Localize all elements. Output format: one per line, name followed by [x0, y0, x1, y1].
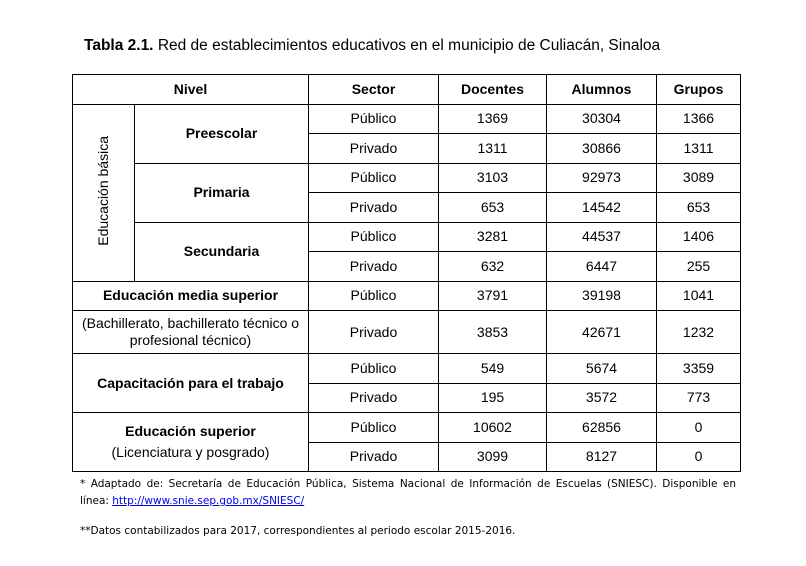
caption-text: Red de establecimientos educativos en el municipio de Culiacán, Sinaloa — [157, 37, 661, 54]
table-row — [73, 354, 741, 384]
sector-cell: Público — [309, 222, 439, 252]
docentes-cell: 1311 — [439, 134, 547, 164]
docentes-cell: 3791 — [439, 281, 547, 311]
header-nivel: Nivel — [73, 75, 309, 105]
docentes-cell: 3853 — [439, 311, 547, 354]
alumnos-cell: 39198 — [547, 281, 657, 311]
grupos-cell: 773 — [657, 383, 741, 413]
header-sector: Sector — [309, 75, 439, 105]
primaria-label: Primaria — [135, 163, 309, 222]
docentes-cell: 549 — [439, 354, 547, 384]
table-row — [73, 413, 741, 443]
docentes-cell: 10602 — [439, 413, 547, 443]
alumnos-cell: 3572 — [547, 383, 657, 413]
grupos-cell: 1232 — [657, 311, 741, 354]
alumnos-cell: 6447 — [547, 252, 657, 282]
alumnos-cell: 8127 — [547, 442, 657, 472]
sector-cell: Privado — [309, 193, 439, 223]
header-grupos: Grupos — [657, 75, 741, 105]
educacion-basica-cell — [73, 104, 135, 281]
capacitacion-title: Capacitación para el trabajo — [73, 354, 309, 413]
grupos-cell: 255 — [657, 252, 741, 282]
grupos-cell: 3089 — [657, 163, 741, 193]
grupos-cell: 0 — [657, 442, 741, 472]
alumnos-cell: 14542 — [547, 193, 657, 223]
alumnos-cell: 5674 — [547, 354, 657, 384]
sector-cell: Público — [309, 104, 439, 134]
grupos-cell: 3359 — [657, 354, 741, 384]
media-superior-sub: (Bachillerato, bachillerato técnico o profesional técnico) — [73, 311, 309, 354]
data-note: **Datos contabilizados para 2017, correspondientes al periodo escolar 2015-2016. — [80, 525, 516, 537]
grupos-cell: 653 — [657, 193, 741, 223]
table-row — [73, 222, 741, 252]
alumnos-cell: 42671 — [547, 311, 657, 354]
sector-cell: Privado — [309, 252, 439, 282]
sector-cell: Público — [309, 413, 439, 443]
grupos-cell: 1311 — [657, 134, 741, 164]
grupos-cell: 1366 — [657, 104, 741, 134]
table-caption — [84, 37, 660, 55]
alumnos-cell: 30866 — [547, 134, 657, 164]
sector-cell: Público — [309, 163, 439, 193]
docentes-cell: 632 — [439, 252, 547, 282]
table-row — [73, 311, 741, 354]
alumnos-cell: 62856 — [547, 413, 657, 443]
source-note-text: * Adaptado de: Secretaría de Educación Pública, Sistema Nacional de Información de Escuelas (SNIESC). Disponible en línea: — [80, 478, 736, 507]
preescolar-label: Preescolar — [135, 104, 309, 163]
sector-cell: Privado — [309, 134, 439, 164]
sector-cell: Público — [309, 354, 439, 384]
grupos-cell: 0 — [657, 413, 741, 443]
alumnos-cell: 30304 — [547, 104, 657, 134]
source-link[interactable]: http://www.snie.sep.gob.mx/SNIESC/ — [112, 495, 305, 507]
superior-title: Educación superior — [125, 423, 256, 440]
header-alumnos: Alumnos — [547, 75, 657, 105]
grupos-cell: 1406 — [657, 222, 741, 252]
docentes-cell: 3103 — [439, 163, 547, 193]
docentes-cell: 3281 — [439, 222, 547, 252]
educacion-basica-label: Educación básica — [95, 135, 112, 246]
docentes-cell: 653 — [439, 193, 547, 223]
grupos-cell: 1041 — [657, 281, 741, 311]
source-note — [80, 476, 736, 510]
table-row — [73, 104, 741, 134]
header-docentes: Docentes — [439, 75, 547, 105]
docentes-cell: 195 — [439, 383, 547, 413]
header-row — [73, 75, 741, 105]
sector-cell: Privado — [309, 383, 439, 413]
docentes-cell: 3099 — [439, 442, 547, 472]
alumnos-cell: 92973 — [547, 163, 657, 193]
sector-cell: Privado — [309, 442, 439, 472]
secundaria-label: Secundaria — [135, 222, 309, 281]
table-row — [73, 163, 741, 193]
media-superior-title: Educación media superior — [73, 281, 309, 311]
sector-cell: Privado — [309, 311, 439, 354]
superior-cell — [73, 413, 309, 472]
alumnos-cell: 44537 — [547, 222, 657, 252]
education-table — [72, 74, 741, 472]
sector-cell: Público — [309, 281, 439, 311]
caption-label: Tabla 2.1. — [84, 37, 154, 54]
docentes-cell: 1369 — [439, 104, 547, 134]
table-row — [73, 281, 741, 311]
superior-sub: (Licenciatura y posgrado) — [111, 444, 270, 460]
